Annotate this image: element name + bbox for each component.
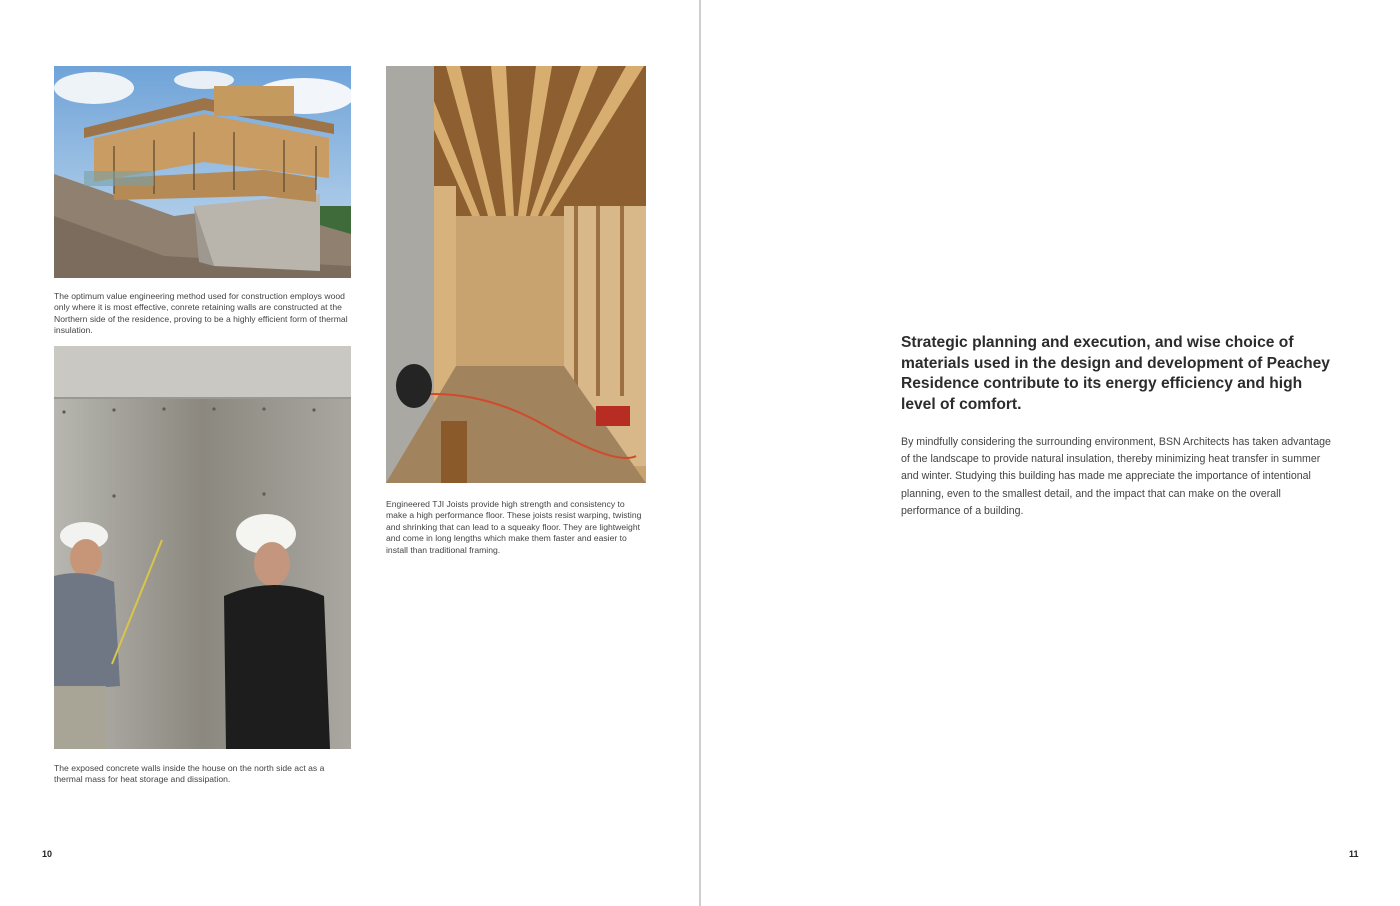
page-headline: Strategic planning and execution, and wise choice of materials used in the design and development of Peachey Residence contribute to its energy efficiency and high level of comfort. [901,334,1330,413]
page-number-left: 10 [42,849,53,859]
body-paragraph: By mindfully considering the surrounding environment, BSN Architects has taken advantage of the landscape to provide natural insulation, thereby minimizing heat transfer in summer and winter. Studying this building has made me appreciate the importance of intentional planning, even to the smallest detail, and the impact that can make on the overall performance of a building. [901,436,1331,517]
engineers-concrete-wall-photo [54,346,351,749]
house-construction-exterior-photo [54,66,351,278]
right-page [701,0,1400,906]
page-number-right: 11 [1349,849,1359,859]
interior-joists-framing-photo [386,66,646,483]
exterior-photo-caption: The optimum value engineering method used for construction employs wood only where it is most effective, conrete retaining walls are constructed at the Northern side of the residence, proving to be a highly efficient form of thermal insulation. [54,291,348,336]
joists-photo-caption: Engineered TJI Joists provide high strength and consistency to make a high performance floor. These joists resist warping, twisting and shrinking that can lead to a squeaky floor. They are lightweight and come in long lengths which make them faster and easier to install than traditional framing. [386,499,642,555]
concrete-photo-caption: The exposed concrete walls inside the house on the north side act as a thermal mass for heat storage and dissipation. [54,763,325,785]
